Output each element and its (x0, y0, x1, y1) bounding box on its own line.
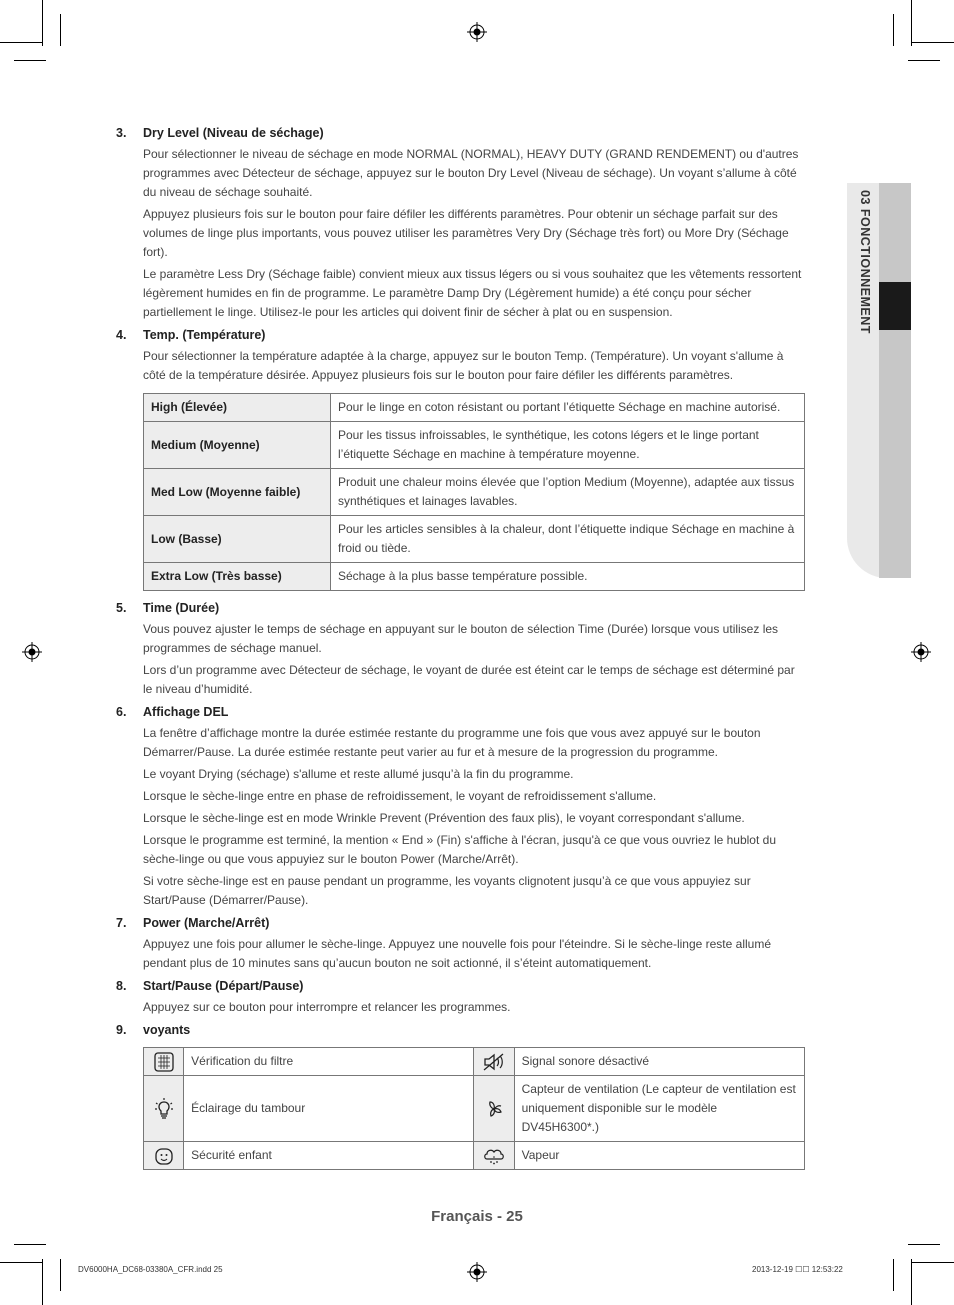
paragraph: Lors d’un programme avec Détecteur de séchage, le voyant de durée est éteint car le temps de séchage est déterminé par le niveau d’humidité. (143, 663, 795, 696)
paragraph: La fenêtre d’affichage montre la durée estimée restante du programme une fois que vous avez appuyé sur le bouton Démarrer/Pause. La durée estimée restante peut varier au fur et à mesure de la progression du programme. (143, 726, 761, 759)
paragraph: Appuyez plusieurs fois sur le bouton pour faire défiler les différents paramètres. Pour obtenir un séchage parfait sur des volumes de linge plus importants, vous pouvez utiliser les paramètres Very Dry (Séchage très fort) ou More Dry (Séchage fort). (143, 207, 789, 259)
item-title: Temp. (Température) (143, 328, 266, 342)
section-led-display (116, 703, 806, 910)
table-row (144, 1076, 805, 1142)
indicator-label: Vérification du filtre (184, 1048, 474, 1076)
paragraph: Si votre sèche-linge est en pause pendant un programme, les voyants clignotent jusqu’à ce que vous appuyiez sur Start/Pause (Démarrer/Pause). (143, 874, 751, 907)
sound-off-icon (474, 1048, 514, 1076)
crop-mark (0, 1262, 42, 1263)
chapter-tab-marker (879, 282, 911, 330)
indicator-label: Capteur de ventilation (Le capteur de ventilation est uniquement disponible sur le modèle DV45H6300*.) (514, 1076, 804, 1142)
item-title: Affichage DEL (143, 705, 229, 719)
indicator-label: Vapeur (514, 1142, 804, 1170)
item-title: Dry Level (Niveau de séchage) (143, 126, 324, 140)
item-title: Start/Pause (Départ/Pause) (143, 979, 304, 993)
section-indicators (116, 1021, 806, 1170)
page-number: Français - 25 (431, 1208, 523, 1225)
paragraph: Appuyez une fois pour allumer le sèche-linge. Appuyez une nouvelle fois pour l'éteindre. Si le sèche-linge reste allumé pendant plus de 10 minutes sans qu’aucun bouton ne soit actionné, il s’éteint automatiquement. (143, 937, 771, 970)
indicator-label: Signal sonore désactivé (514, 1048, 804, 1076)
vent-sensor-icon (474, 1076, 514, 1142)
table-row (144, 469, 805, 516)
section-power (116, 914, 806, 973)
paragraph: Vous pouvez ajuster le temps de séchage en appuyant sur le bouton de sélection Time (Durée) lorsque vous utilisez les programmes de séchage manuel. (143, 622, 779, 655)
table-row (144, 563, 805, 591)
item-number: 5. (116, 601, 127, 615)
temp-label: High (Élevée) (144, 394, 331, 422)
paragraph: Pour sélectionner le niveau de séchage en mode NORMAL (NORMAL), HEAVY DUTY (GRAND RENDEMENT) ou d'autres programmes avec Détecteur de séchage, appuyez sur le bouton Dry Level (Niveau de séchage). Un voyant s’allume à côté du niveau de séchage souhaité. (143, 147, 799, 199)
item-title: Time (Durée) (143, 601, 220, 615)
temperature-table (143, 393, 805, 591)
temp-desc: Pour les tissus infroissables, le synthétique, les cotons légers et le linge portant l’étiquette Séchage en machine à température moyenne. (331, 422, 805, 469)
item-title: voyants (143, 1023, 191, 1037)
paragraph: Pour sélectionner la température adaptée à la charge, appuyez sur le bouton Temp. (Température). Un voyant s'allume à côté de la température désirée. Appuyez plusieurs fois sur le bouton pour faire défiler les différents paramètres. (143, 349, 784, 382)
filter-check-icon (144, 1048, 184, 1076)
indicator-table (143, 1047, 805, 1170)
paragraph: Lorsque le programme est terminé, la mention « End » (Fin) s'affiche à l'écran, jusqu'à ce que vous ouvriez le hublot du sèche-linge ou que vous appuyiez sur le bouton Power (Marche/Arrêt). (143, 833, 776, 866)
crop-mark (911, 1262, 954, 1263)
crop-mark (911, 1259, 912, 1305)
crop-mark (0, 42, 42, 43)
indicator-label: Éclairage du tambour (184, 1076, 474, 1142)
crop-mark (893, 14, 894, 46)
table-row (144, 1048, 805, 1076)
main-content (116, 124, 806, 1178)
registration-mark-icon (22, 642, 42, 662)
item-number: 4. (116, 328, 127, 342)
registration-mark-icon (467, 1262, 487, 1282)
item-number: 6. (116, 705, 127, 719)
crop-mark (14, 1244, 46, 1245)
crop-mark (14, 60, 46, 61)
table-row (144, 394, 805, 422)
registration-mark-icon (467, 22, 487, 42)
temp-desc: Séchage à la plus basse température possible. (331, 563, 805, 591)
crop-mark (911, 42, 954, 43)
paragraph: Le voyant Drying (séchage) s'allume et reste allumé jusqu’à la fin du programme. (143, 767, 574, 781)
item-number: 3. (116, 126, 127, 140)
chapter-tab-label: 03 FONCTIONNEMENT (858, 190, 872, 334)
section-time (116, 599, 806, 699)
indicator-label: Sécurité enfant (184, 1142, 474, 1170)
temp-label: Medium (Moyenne) (144, 422, 331, 469)
steam-icon (474, 1142, 514, 1170)
child-lock-icon (144, 1142, 184, 1170)
paragraph: Le paramètre Less Dry (Séchage faible) convient mieux aux tissus légers ou si vous souhaitez que les vêtements ressortent légèrement humides en fin de programme. Le paramètre Damp Dry (Légèrement humide) a été conçu pour sécher partiellement le linge. Utilisez-le pour les articles qui doivent finir de sécher à plat ou en suspension. (143, 267, 802, 319)
item-number: 8. (116, 979, 127, 993)
drum-light-icon (144, 1076, 184, 1142)
date-slug: 2013-12-19 ☐☐ 12:53:22 (752, 1265, 843, 1274)
temp-desc: Produit une chaleur moins élevée que l’option Medium (Moyenne), adaptée aux tissus synthétiques et lainages lavables. (331, 469, 805, 516)
section-dry-level (116, 124, 806, 322)
section-start-pause (116, 977, 806, 1017)
item-number: 9. (116, 1023, 127, 1037)
temp-label: Low (Basse) (144, 516, 331, 563)
registration-mark-icon (911, 642, 931, 662)
table-row (144, 516, 805, 563)
crop-mark (893, 1259, 894, 1291)
temp-label: Extra Low (Très basse) (144, 563, 331, 591)
temp-desc: Pour les articles sensibles à la chaleur, dont l’étiquette indique Séchage en machine à froid ou tiède. (331, 516, 805, 563)
temp-label: Med Low (Moyenne faible) (144, 469, 331, 516)
crop-mark (911, 0, 912, 46)
crop-mark (908, 1244, 940, 1245)
section-temperature (116, 326, 806, 591)
crop-mark (42, 0, 43, 46)
file-slug: DV6000HA_DC68-03380A_CFR.indd 25 (78, 1265, 223, 1274)
item-title: Power (Marche/Arrêt) (143, 916, 270, 930)
crop-mark (908, 60, 940, 61)
paragraph: Lorsque le sèche-linge est en mode Wrinkle Prevent (Prévention des faux plis), le voyant correspondant s'allume. (143, 811, 745, 825)
paragraph: Lorsque le sèche-linge entre en phase de refroidissement, le voyant de refroidissement s'allume. (143, 789, 657, 803)
paragraph: Appuyez sur ce bouton pour interrompre et relancer les programmes. (143, 1000, 511, 1014)
item-number: 7. (116, 916, 127, 930)
chapter-tab-band (879, 183, 911, 578)
table-row (144, 422, 805, 469)
crop-mark (60, 14, 61, 46)
crop-mark (60, 1259, 61, 1291)
temp-desc: Pour le linge en coton résistant ou portant l’étiquette Séchage en machine autorisé. (331, 394, 805, 422)
crop-mark (42, 1259, 43, 1305)
table-row (144, 1142, 805, 1170)
